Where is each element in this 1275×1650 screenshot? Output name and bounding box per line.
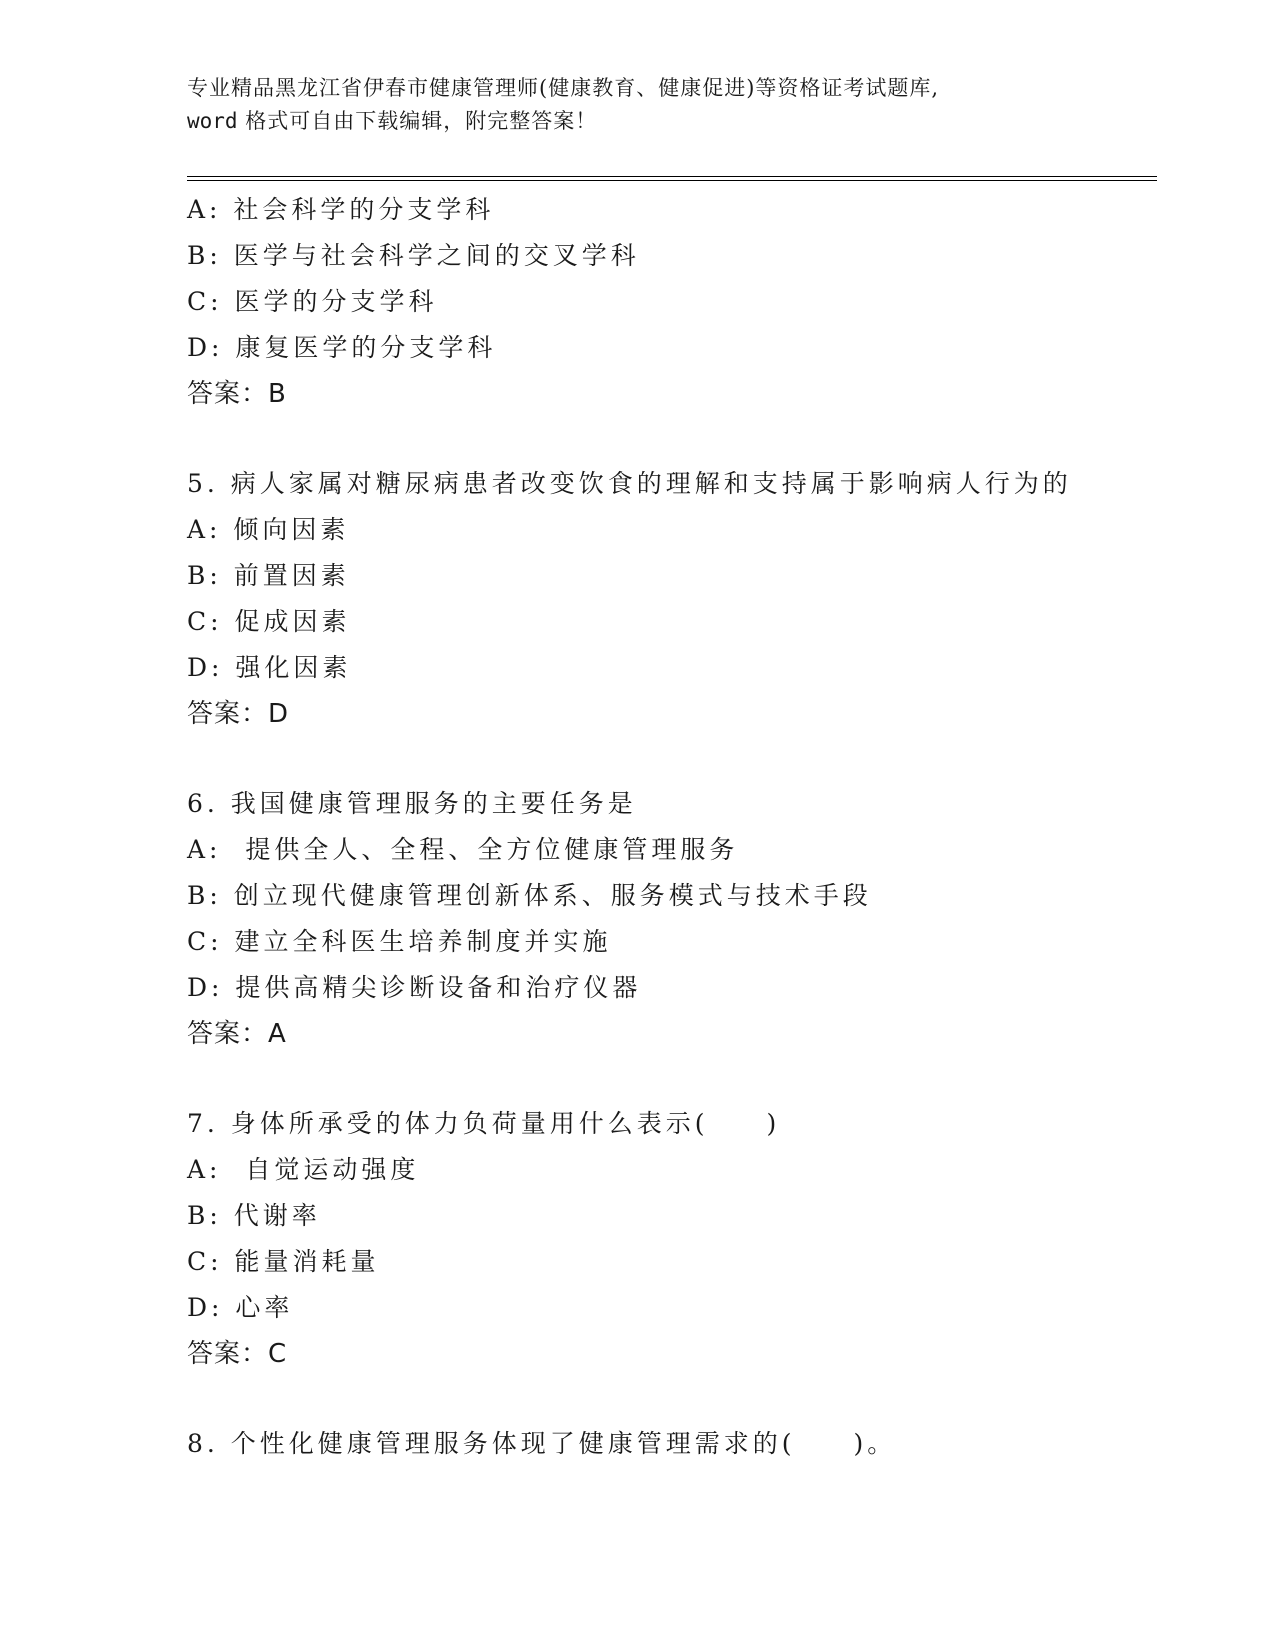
spacer [187,737,1157,781]
question-stem: 5. 病人家属对糖尿病患者改变饮食的理解和支持属于影响病人行为的 [187,469,1072,498]
option-c: C: 建立全科医生培养制度并实施 [187,927,612,956]
spacer [187,1377,1157,1421]
header-line-2 [187,105,1087,138]
option-d: D: 强化因素 [187,653,352,682]
option-a: A: 社会科学的分支学科 [187,195,495,224]
header-line-1: 专业精品黑龙江省伊春市健康管理师(健康教育、健康促进)等资格证考试题库, [187,76,940,100]
option-d: D: 康复医学的分支学科 [187,333,497,362]
option-c: C: 能量消耗量 [187,1247,380,1276]
spacer [187,1057,1157,1101]
option-b: B: 医学与社会科学之间的交叉学科 [187,241,640,270]
header-divider [187,176,1157,181]
question-stem: 7. 身体所承受的体力负荷量用什么表示( ) [187,1109,781,1138]
option-b: B: 创立现代健康管理创新体系、服务模式与技术手段 [187,881,872,910]
option-b: B: 前置因素 [187,561,350,590]
document-header [187,72,1087,138]
document-page [187,0,1157,1650]
spacer [187,417,1157,461]
question-7 [187,1101,1157,1377]
question-5 [187,461,1157,737]
option-c: C: 医学的分支学科 [187,287,438,316]
answer: 答案：D [187,699,290,729]
option-c: C: 促成因素 [187,607,351,636]
answer: 答案：B [187,379,287,409]
question-8 [187,1421,1157,1467]
option-d: D: 提供高精尖诊断设备和治疗仪器 [187,973,642,1002]
option-a: A: 倾向因素 [187,515,350,544]
question-6 [187,781,1157,1057]
question-stem: 6. 我国健康管理服务的主要任务是 [187,789,637,818]
answer: 答案：A [187,1019,287,1049]
question-stem: 8. 个性化健康管理服务体现了健康管理需求的( )。 [187,1429,897,1458]
header-line-2-text: 格式可自由下载编辑，附完整答案！ [245,109,598,133]
question-list [187,187,1157,1467]
option-a: A: 自觉运动强度 [187,1155,420,1184]
header-word-label: word [187,109,238,133]
question-4 [187,187,1157,417]
option-a: A: 提供全人、全程、全方位健康管理服务 [187,835,739,864]
option-b: B: 代谢率 [187,1201,321,1230]
answer: 答案：C [187,1339,288,1369]
option-d: D: 心率 [187,1293,294,1322]
